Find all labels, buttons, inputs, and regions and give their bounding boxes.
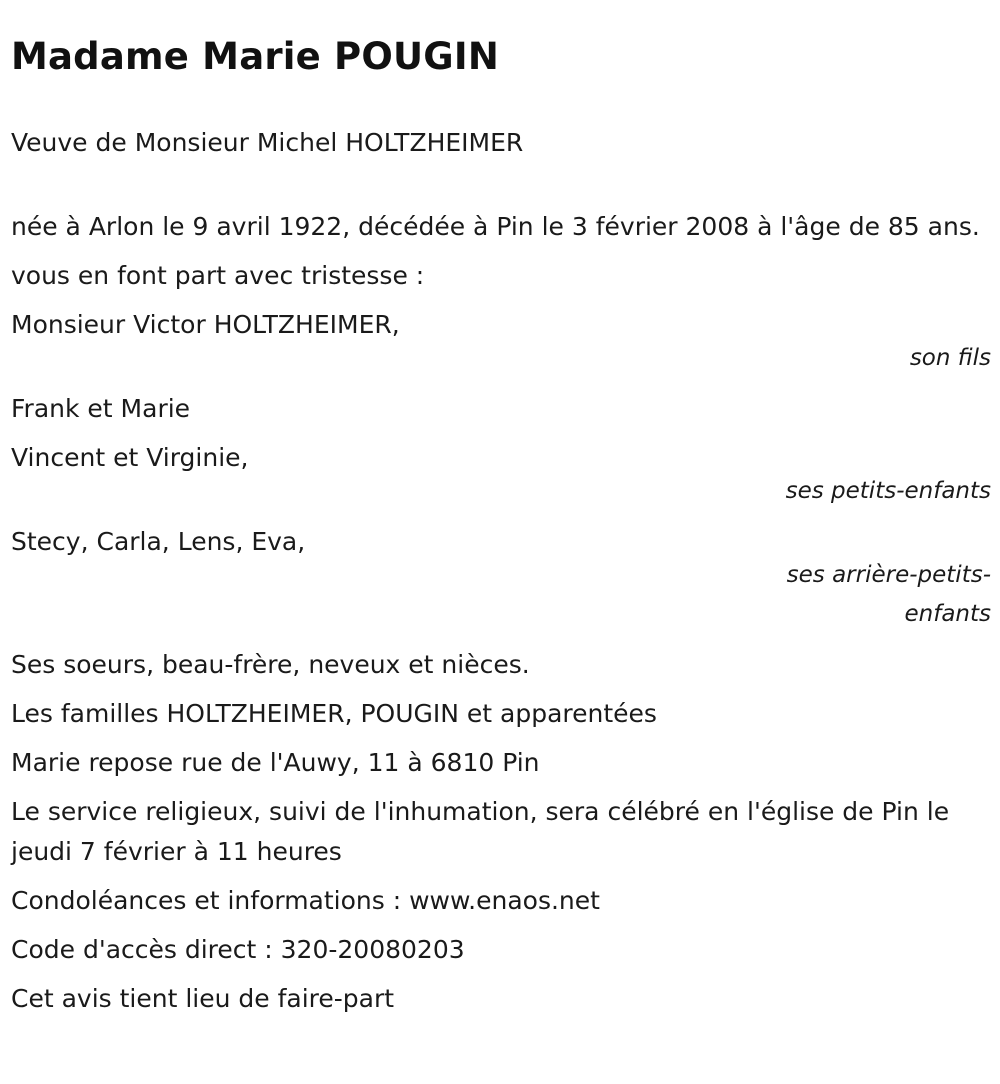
rests-at-line: Marie repose rue de l'Auwy, 11 à 6810 Pin [11, 748, 540, 777]
great-grandchildren-role-label: ses arrière-petits-enfants [786, 562, 991, 627]
families-line: Les familles HOLTZHEIMER, POUGIN et apparentées [11, 699, 657, 728]
widow-of-line: Veuve de Monsieur Michel HOLTZHEIMER [11, 128, 524, 157]
grandchildren-line-1: Frank et Marie [11, 394, 191, 423]
announcement-line: vous en font part avec tristesse : [11, 261, 425, 290]
son-role-label: son fils [909, 345, 991, 371]
deceased-name-title: Madame Marie POUGIN [11, 35, 499, 78]
condolences-line: Condoléances et informations : www.enaos.net [11, 886, 600, 915]
great-grandchildren-line: Stecy, Carla, Lens, Eva, [11, 527, 306, 556]
birth-death-line: née à Arlon le 9 avril 1922, décédée à Pin le 3 février 2008 à l'âge de 85 ans. [11, 212, 980, 241]
grandchildren-line-2: Vincent et Virginie, [11, 443, 249, 472]
closing-line: Cet avis tient lieu de faire-part [11, 984, 395, 1013]
son-name: Monsieur Victor HOLTZHEIMER, [11, 310, 400, 339]
siblings-line: Ses soeurs, beau-frère, neveux et nièces. [11, 650, 530, 679]
grandchildren-role-label: ses petits-enfants [785, 478, 991, 504]
funeral-service-line: Le service religieux, suivi de l'inhumation, sera célébré en l'église de Pin le jeudi 7 février à 11 heures [11, 797, 950, 866]
access-code-line: Code d'accès direct : 320-20080203 [11, 935, 465, 964]
